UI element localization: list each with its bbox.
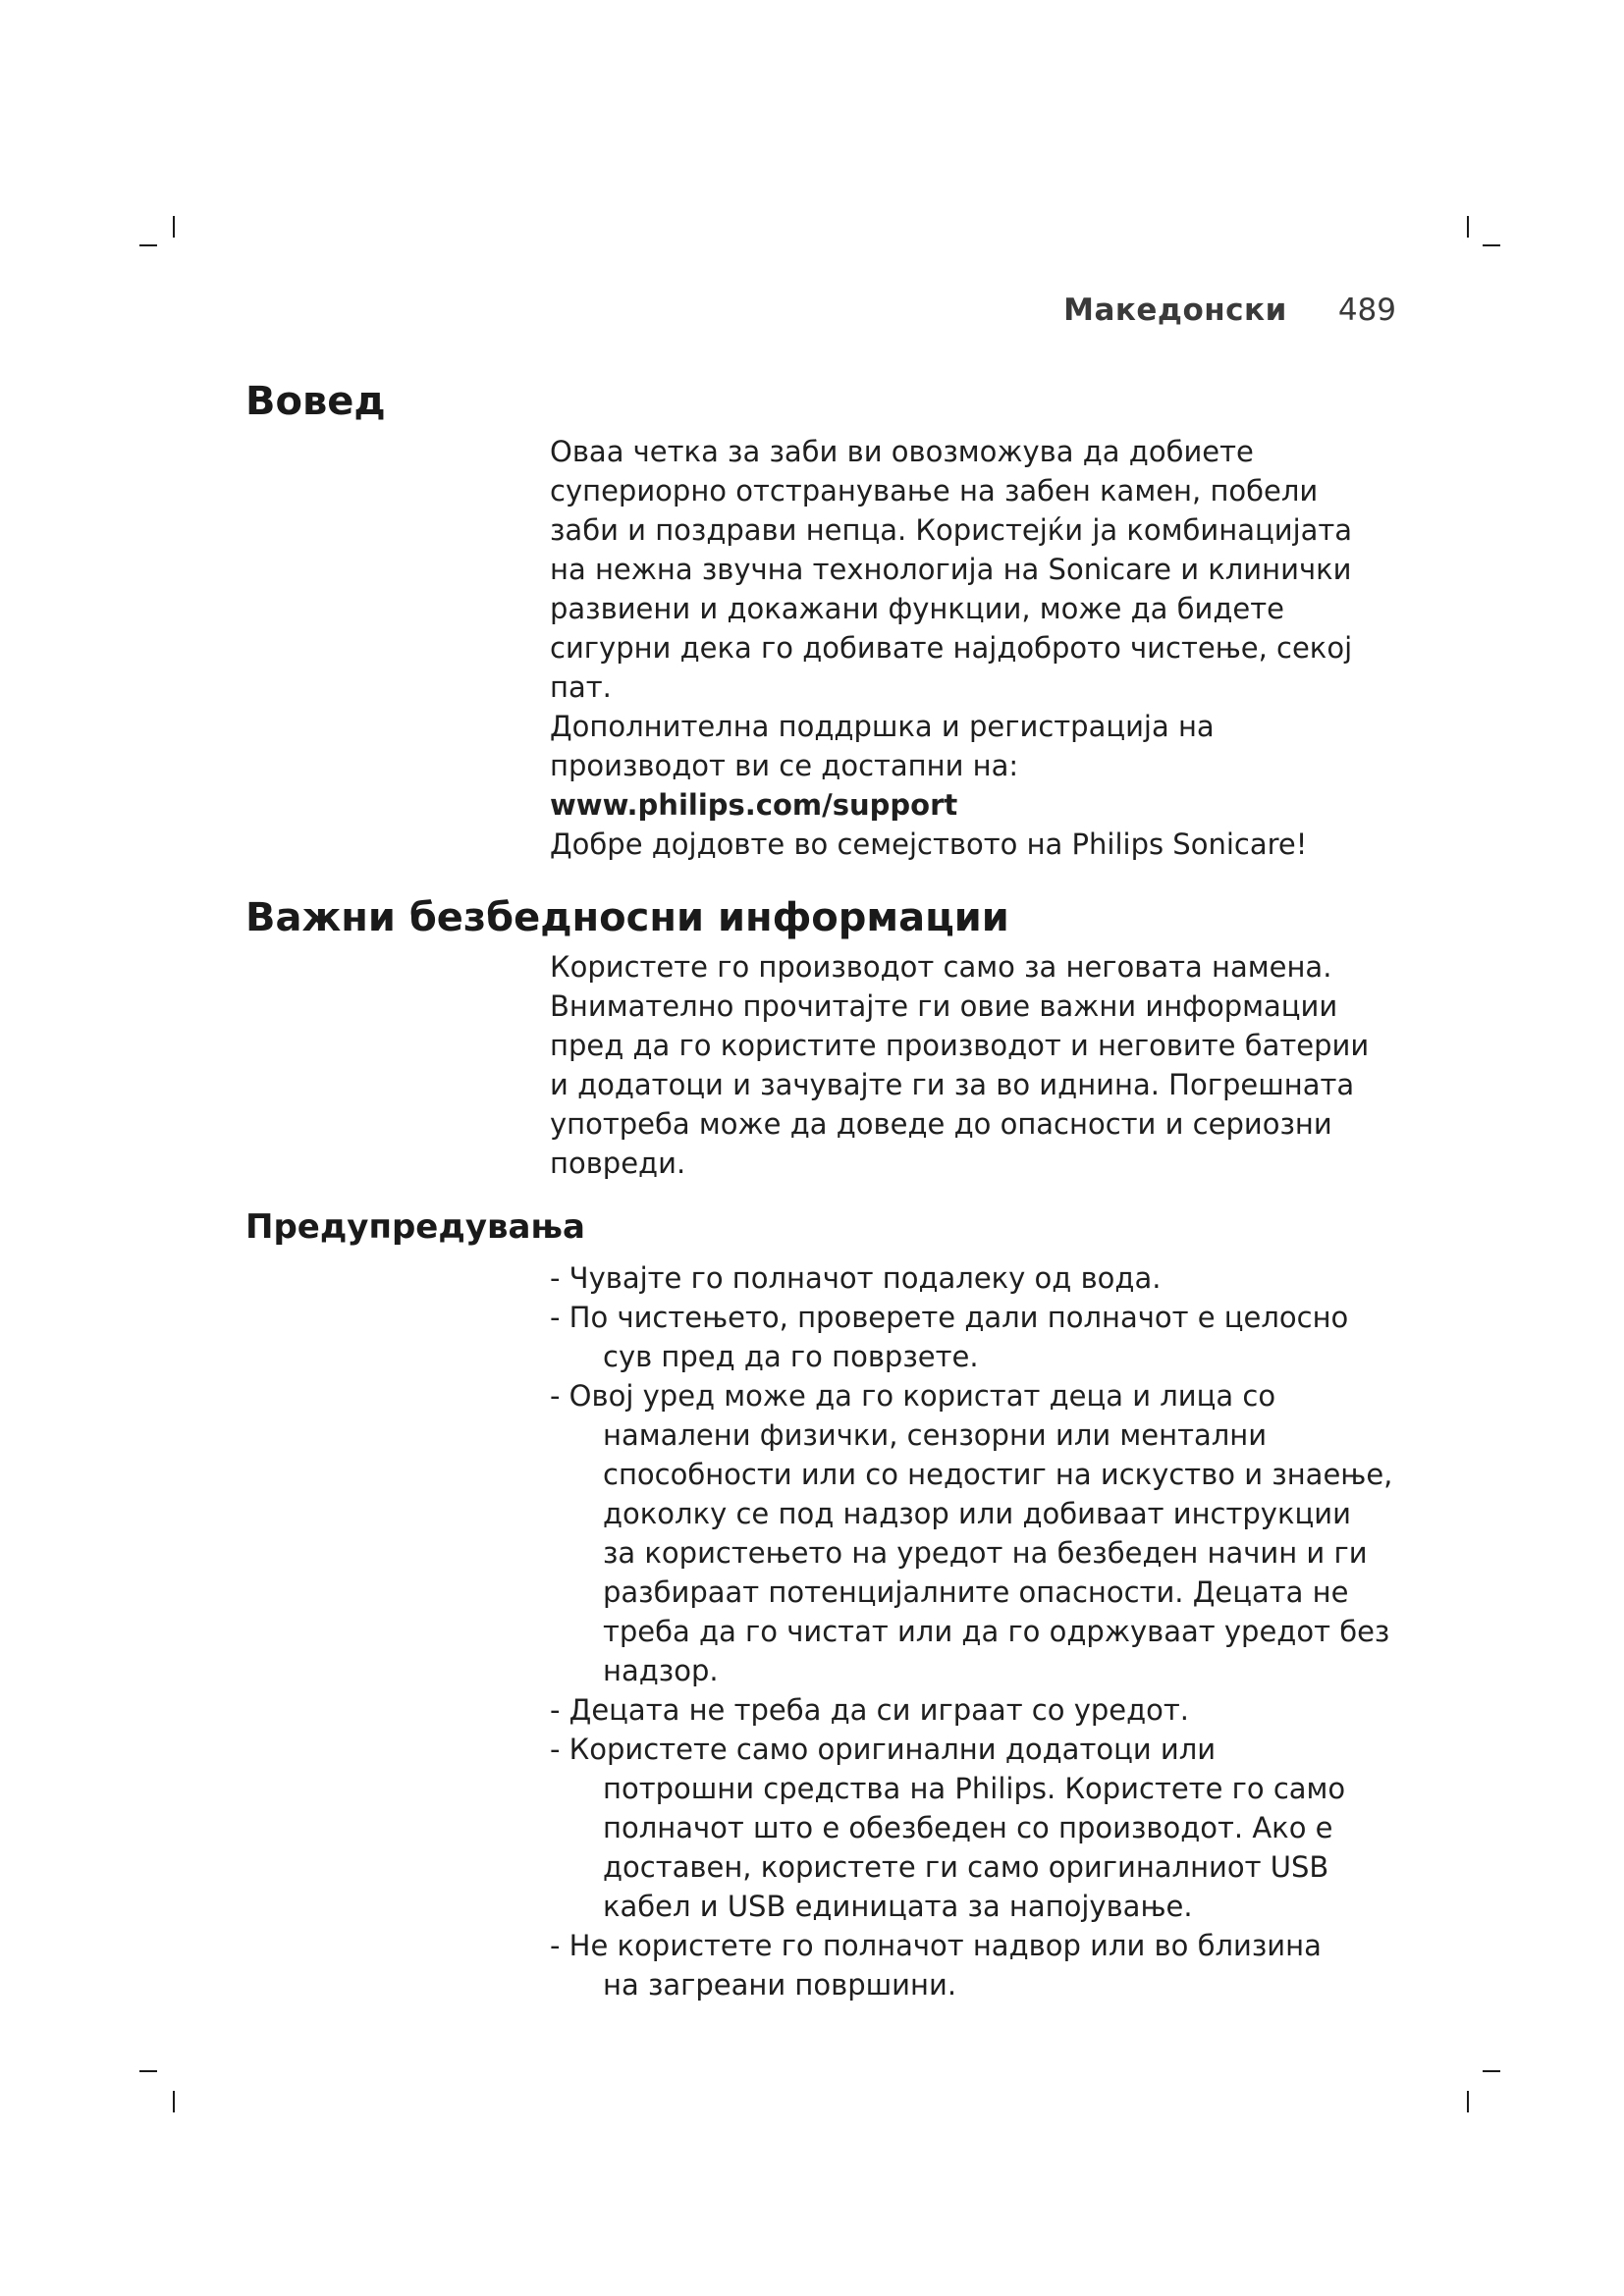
warning-line: за користењето на уредот на безбеден начин и ги [603,1536,1368,1570]
warning-line: доставен, користете ги само оригиналниот USB [603,1850,1329,1884]
warning-item [550,1258,1394,1298]
warning-line: - Овој уред може да го користат деца и лица со [550,1379,1276,1413]
crop-mark [1483,244,1500,246]
language-label: Македонски [1063,293,1287,328]
safety-line: пред да го користите производот и неговите батерии [550,1029,1370,1062]
intro-line: пат. [550,670,612,704]
warning-line: разбираат потенцијалните опасности. Децата не [603,1575,1349,1609]
warning-line: треба да го чистат или да го одржуваат уредот без [603,1615,1390,1648]
intro-line: Дополнителна поддршка и регистрација на [550,710,1215,743]
warning-item [550,1926,1394,2004]
warning-item [550,1690,1394,1730]
intro-line: на нежна звучна технологија на Sonicare и клинички [550,553,1352,586]
crop-mark [1467,216,1469,238]
warning-item [550,1730,1394,1926]
safety-body [550,947,1394,1183]
crop-mark [173,216,175,238]
intro-heading: Вовед [245,379,386,424]
page-number: 489 [1337,293,1396,328]
warning-line: - Користете само оригинални додатоци или [550,1733,1217,1766]
warning-item [550,1298,1394,1376]
warning-line: - Чувајте го полначот подалеку од вода. [550,1261,1162,1295]
warnings-heading: Предупредувања [245,1207,585,1247]
safety-line: и додатоци и зачувајте ги за во иднина. Погрешната [550,1068,1355,1101]
intro-line: сигурни дека го добивате најдоброто чистење, секој [550,631,1353,665]
safety-heading: Важни безбедносни информации [245,895,1009,940]
warning-line: доколку се под надзор или добиваат инструкции [603,1497,1351,1530]
welcome-text: Добре дојдовте во семејството на Philips Sonicare! [550,828,1308,861]
warning-line: на загреани површини. [603,1968,957,2002]
warning-line: кабел и USB единицата за напојување. [603,1890,1193,1923]
warning-line: сув пред да го поврзете. [603,1340,979,1373]
intro-line: Оваа четка за заби ви овозможува да добиете [550,435,1254,468]
warnings-list [550,1258,1394,2004]
intro-line: заби и поздрави непца. Користејќи ја комбинацијата [550,513,1353,547]
warning-line: способности или со недостиг на искуство и знаење, [603,1458,1393,1491]
crop-mark [139,2070,157,2072]
warning-line: полначот што е обезбеден со производот. Ако е [603,1811,1333,1844]
intro-body [550,432,1394,864]
warning-line: - Децата не треба да си играат со уредот. [550,1693,1190,1727]
warning-line: надзор. [603,1654,719,1687]
crop-mark [173,2091,175,2112]
safety-line: употреба може да доведе до опасности и сериозни [550,1107,1332,1141]
intro-line: супериорно отстранување на забен камен, побели [550,474,1319,507]
safety-line: Користете го производот само за неговата намена. [550,950,1332,984]
support-link[interactable]: www.philips.com/support [550,788,958,822]
warning-line: потрошни средства на Philips. Користете го само [603,1772,1346,1805]
safety-line: Внимателно прочитајте ги овие важни информации [550,989,1338,1023]
running-head [1063,293,1396,328]
warning-item [550,1376,1394,1690]
crop-mark [139,244,157,246]
crop-mark [1467,2091,1469,2112]
warning-line: намалени физички, сензорни или ментални [603,1418,1268,1452]
safety-line: повреди. [550,1147,686,1180]
crop-mark [1483,2070,1500,2072]
warning-line: - По чистењето, проверете дали полначот е целосно [550,1301,1349,1334]
warning-line: - Не користете го полначот надвор или во близина [550,1929,1322,1962]
intro-line: производот ви се достапни на: [550,749,1019,782]
intro-line: развиени и докажани функции, може да бидете [550,592,1284,625]
